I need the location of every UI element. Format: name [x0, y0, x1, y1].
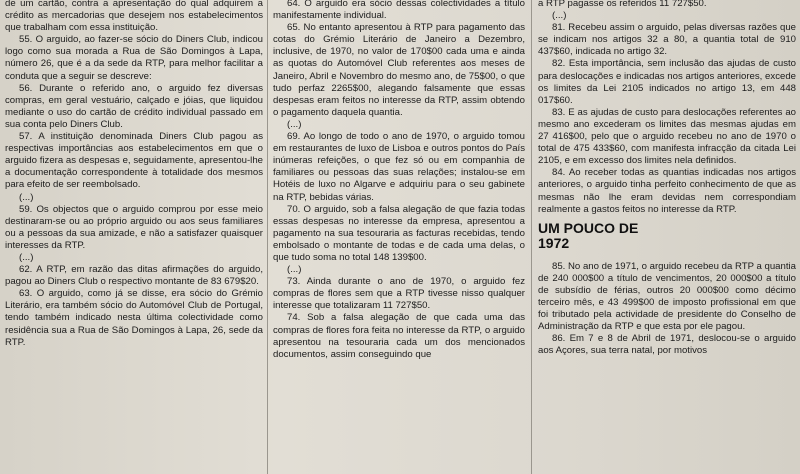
text-column-1: [5, 0, 263, 472]
article-paragraph: 57. A instituição denominada Diners Club pagou as respectivas importâncias aos estabelecimentos em que o arguido fizera as despesas e, seguidamente, apresentou-lhe a documentação correspondente à totalidade dos mesmos para efeito de ser reembolsado.: [5, 131, 263, 191]
article-paragraph: 82. Esta importância, sem inclusão das ajudas de custo para deslocações e indicadas nos artigos anteriores, excede os limites da Lei 2105 indicados no artigo 13, em 448 017$60.: [538, 58, 796, 106]
column-divider: [531, 0, 532, 474]
text-column-3: [538, 0, 796, 472]
article-paragraph: 83. E as ajudas de custo para deslocações referentes ao mesmo ano excederam os limites das mesmas ajudas em 27 416$00, pelo que o arguido recebeu no ano de 1970 o total de 475 433$60, com manifesta infracção da citada Lei 2105, e em excesso dos limites nela definidos.: [538, 106, 796, 167]
omission-marker: (...): [19, 191, 34, 203]
omission-marker: (...): [287, 118, 302, 130]
article-paragraph: 56. Durante o referido ano, o arguido fez diversas compras, em geral vestuário, calçado e jóias, que liquidou mediante o uso do cartão de crédito individual passado em sua conta pelo Diners Club.: [5, 82, 263, 130]
article-paragraph: 55. O arguido, ao fazer-se sócio do Diners Club, indicou logo como sua morada a Rua de São Domingos à Lapa, número 26, que é a da sede da RTP, para melhor facilitar a conduta que a seguir se descreve:: [5, 34, 263, 82]
omission-marker: (...): [287, 264, 302, 276]
omission-marker: (...): [552, 10, 567, 22]
paragraph-continuation: de um cartão, contra a apresentação do qual adquirem a crédito as mercadorias que desejem nos estabelecimentos que trabalham com essa instituição.: [5, 0, 263, 34]
article-paragraph: 63. O arguido, como já se disse, era sócio do Grémio Literário, era também sócio do Automóvel Club de Portugal, tendo também indicado nesta última colectividade como residência sua a Rua de São Domingos à Lapa, 26, sede da RTP.: [5, 288, 263, 348]
column-divider: [267, 0, 268, 474]
article-paragraph: 86. Em 7 e 8 de Abril de 1971, deslocou-se o arguido aos Açores, sua terra natal, por motivos: [538, 333, 796, 357]
article-paragraph: 84. Ao receber todas as quantias indicadas nos artigos anteriores, o arguido tinha perfeito conhecimento de que as mesmas não lhe eram devidas nem correspondiam realmente a gastos feitos no interesse da RTP.: [538, 167, 796, 215]
omission-marker: (...): [19, 251, 34, 263]
article-paragraph: 59. Os objectos que o arguido comprou por esse meio destinaram-se ou ao próprio arguido ou aos seus familiares ou a pessoas da sua amizade, e não a satisfazer quaisquer interesses da RTP.: [5, 203, 263, 251]
article-paragraph: 70. O arguido, sob a falsa alegação de que fazia todas essas despesas no interesse da empresa, apresentou a pagamento na sua tesouraria as facturas recebidas, tendo embolsado o montante de todas e de cada uma delas, o que tudo soma no total 148 139$00.: [273, 203, 525, 263]
article-paragraph: 73. Ainda durante o ano de 1970, o arguido fez compras de flores sem que a RTP tivesse nisso qualquer interesse que totalizaram 11 727$50.: [273, 276, 525, 312]
article-paragraph: 81. Recebeu assim o arguido, pelas diversas razões que se indicam nos artigos 32 a 80, a quantia total de 910 437$60, indicada no artigo 32.: [538, 22, 796, 58]
article-paragraph: 62. A RTP, em razão das ditas afirmações do arguido, pagou ao Diners Club o respectivo montante de 83 679$20.: [5, 264, 263, 288]
paragraph-continuation: a RTP pagasse os referidos 11 727$50.: [538, 0, 707, 9]
text-column-2: [273, 0, 525, 472]
article-paragraph: 85. No ano de 1971, o arguido recebeu da RTP a quantia de 240 000$00 a título de vencimentos, 20 000$00 a título de subsídio de férias, outros 20 000$00 como décimo terceiro mês, e 43 499$00 de imposto profissional em que foi tributado pela actividade de presidente do Conselho de Administração da RTP e que esta por ele pagou.: [538, 260, 796, 333]
article-paragraph: 65. No entanto apresentou à RTP para pagamento das cotas do Grémio Literário de Janeiro a Dezembro, inclusive, de 1970, no valor de 170$00 cada uma e ainda as quotas do Automóvel Club referentes aos meses de Janeiro, Abril e Novembro do mesmo ano, de 75$00, o que tudo perfaz 2265$00, alegando falsamente que essas despesas eram feitos no interesse da RTP, assim obtendo o pagamento daquela quantia.: [273, 22, 525, 118]
article-paragraph: 64. O arguido era sócio dessas colectividades a título manifestamente individual.: [273, 0, 525, 22]
section-heading: UM POUCO DE 1972: [538, 219, 639, 251]
article-paragraph: 69. Ao longo de todo o ano de 1970, o arguido tomou em restaurantes de luxo de Lisboa e outros pontos do País inúmeras refeições, o que fez só ou em companhia de familiares ou pessoas das suas relações; instalou-se em Hotéis de luxo no Algarve e adquiriu para o seu gabinete na RTP, bebidas várias.: [273, 131, 525, 203]
article-paragraph: 74. Sob a falsa alegação de que cada uma das compras de flores fora feita no interesse da RTP, o arguido apresentou na tesouraria cada um dos mencionados documentos, assim conseguindo que: [273, 312, 525, 360]
